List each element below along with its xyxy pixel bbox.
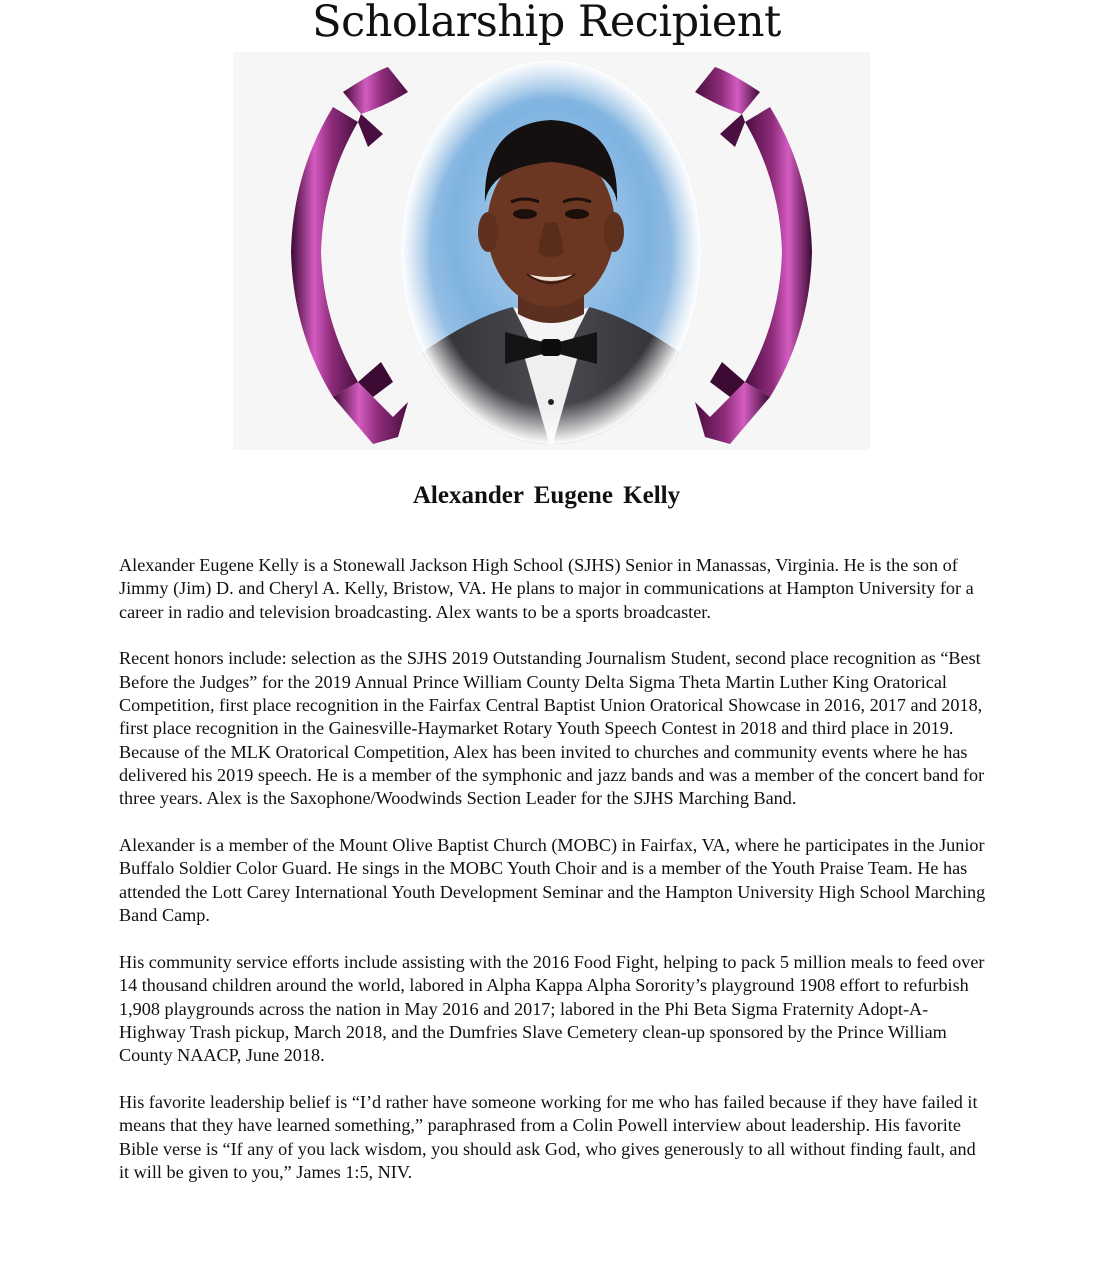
portrait-frame	[233, 52, 870, 450]
bio-paragraph-honors: Recent honors include: selection as the SJHS 2019 Outstanding Journalism Student, second place recognition as “Best Before the Judges” for the 2019 Annual Prince William County Delta Sigma Theta Martin Luther King Oratorical Competition, first place recognition in the Fairfax Central Baptist Union Oratorical Showcase in 2016, 2017 and 2018, first place recognition in the Gainesville-Haymarket Rotary Youth Speech Contest in 2018 and third place in 2019. Because of the MLK Oratorical Competition, Alex has been invited to churches and community events where he has delivered his 2019 speech. He is a member of the symphonic and jazz bands and was a member of the concert band for three years. Alex is the Saxophone/Woodwinds Section Leader for the SJHS Marching Band.	[119, 648, 985, 809]
bio-paragraph-intro: Alexander Eugene Kelly is a Stonewall Jackson High School (SJHS) Senior in Manassas, Virginia. He is the son of Jimmy (Jim) D. and Cheryl A. Kelly, Bristow, VA. He plans to major in communications at Hampton University for a career in radio and television broadcasting. Alex wants to be a sports broadcaster.	[119, 555, 974, 622]
bio-paragraph-community-service: His community service efforts include assisting with the 2016 Food Fight, helping to pack 5 million meals to feed over 14 thousand children around the world, labored in Alpha Kappa Alpha Sorority’s playground 1908 effort to refurbish 1,908 playgrounds across the nation in May 2016 and 2017; labored in the Phi Beta Sigma Fraternity Adopt-A-Highway Trash pickup, March 2018, and the Dumfries Slave Cemetery clean-up sponsored by the Prince William County NAACP, June 2018.	[119, 951, 985, 1066]
biography	[119, 554, 989, 1208]
right-ribbon	[695, 67, 812, 444]
portrait-illustration	[233, 52, 870, 450]
bio-paragraph-church: Alexander is a member of the Mount Olive Baptist Church (MOBC) in Fairfax, VA, where he participates in the Junior Buffalo Soldier Color Guard. He sings in the MOBC Youth Choir and is a member of the Youth Praise Team. He has attended the Lott Carey International Youth Development Seminar and the Hampton University High School Marching Band Camp.	[119, 835, 986, 926]
page-title: Scholarship Recipient	[312, 0, 781, 47]
recipient-name: Alexander Eugene Kelly	[412, 482, 681, 509]
bio-paragraph-leadership: His favorite leadership belief is “I’d rather have someone working for me who has failed because if they have failed it means that they have learned something,” paraphrased from a Colin Powell interview about leadership. His favorite Bible verse is “If any of you lack wisdom, you should ask God, who gives generously to all without finding fault, and it will be given to you,” James 1:5, NIV.	[119, 1092, 978, 1182]
left-ribbon	[291, 67, 408, 444]
